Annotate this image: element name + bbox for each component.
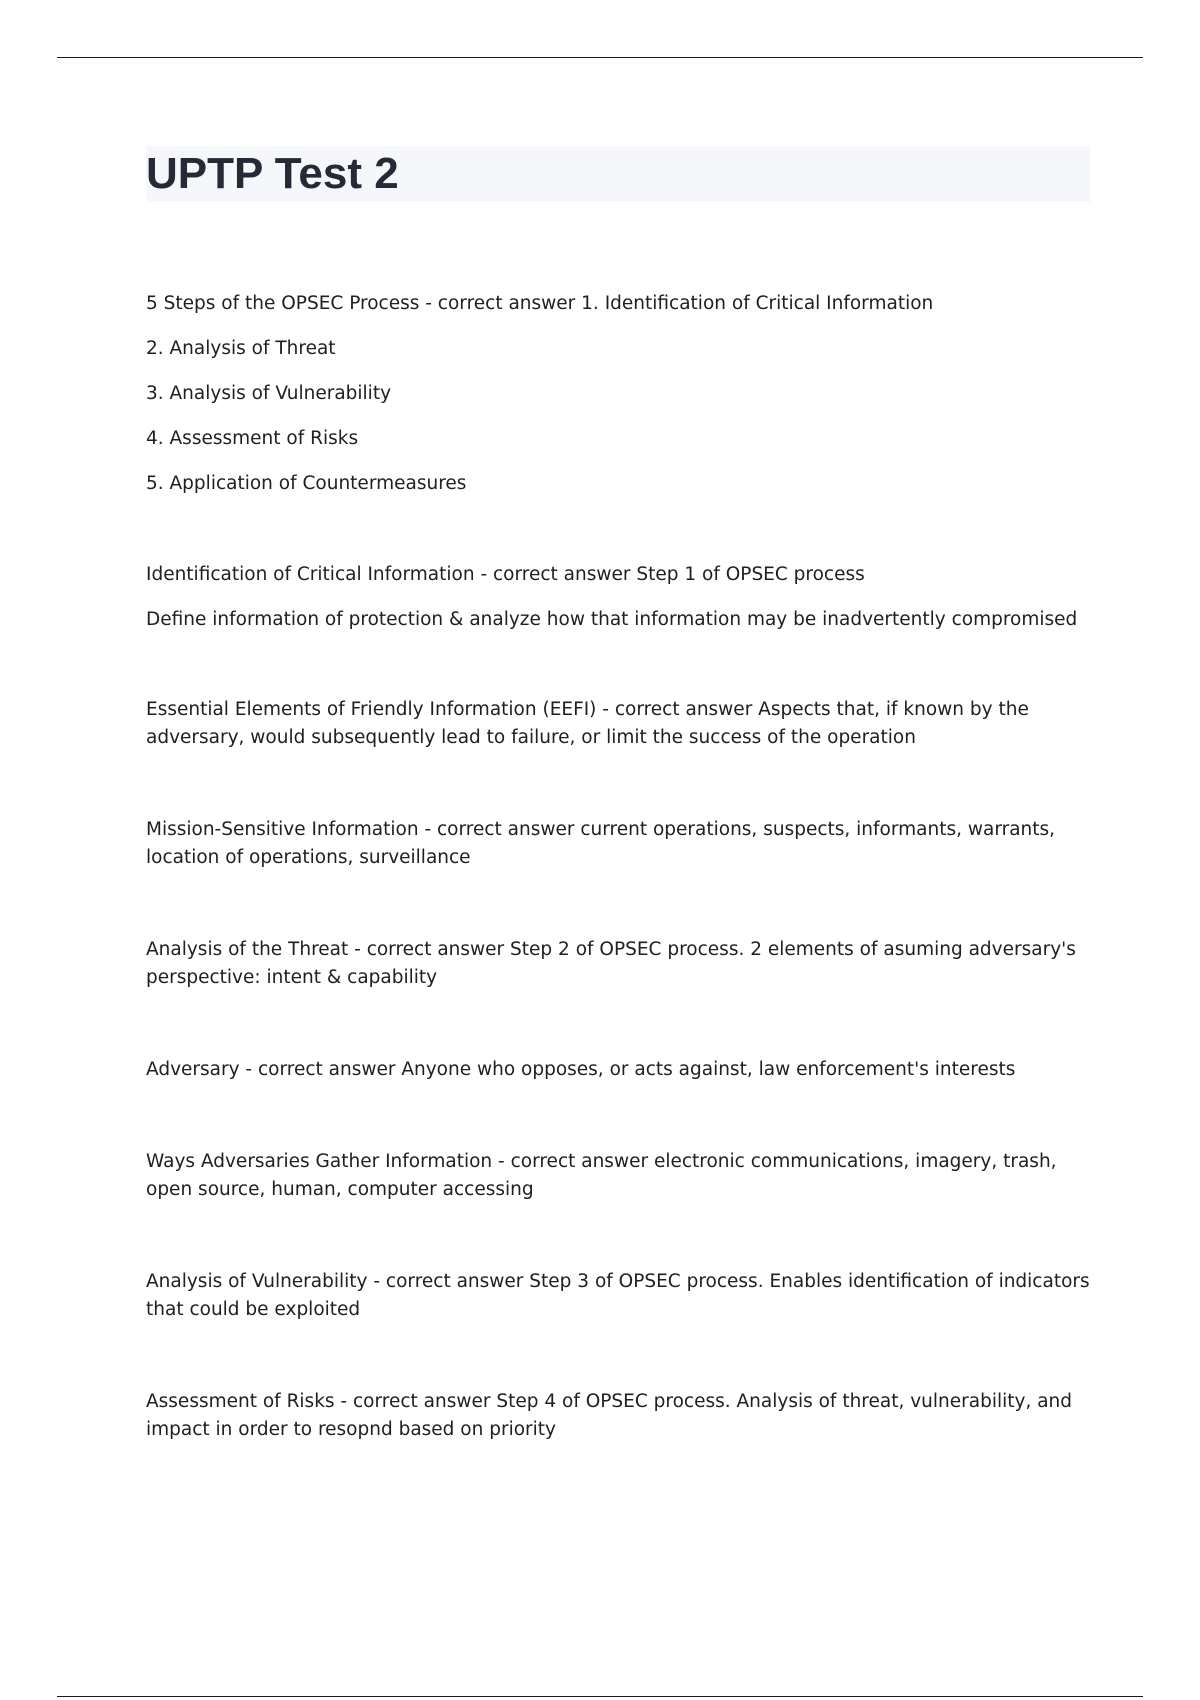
flashcard-entry <box>146 1056 1090 1084</box>
entry-line: Define information of protection & analyze how that information may be inadvertently compromised <box>146 609 1078 630</box>
entry-line: 5. Application of Countermeasures <box>146 473 467 494</box>
entry-text: Adversary - correct answer Anyone who opposes, or acts against, law enforcement's interests <box>146 1059 1016 1080</box>
opsec-steps-entry <box>146 290 1090 515</box>
entry-line: Identification of Critical Information - correct answer Step 1 of OPSEC process <box>146 564 865 585</box>
entry-line: 3. Analysis of Vulnerability <box>146 383 392 404</box>
entry-text: Assessment of Risks - correct answer Step 4 of OPSEC process. Analysis of threat, vulnerability, and impact in order to resopnd based on priority <box>146 1391 1073 1440</box>
entry-line: 2. Analysis of Threat <box>146 338 336 359</box>
entry-text: Analysis of Vulnerability - correct answer Step 3 of OPSEC process. Enables identification of indicators that could be exploited <box>146 1271 1090 1320</box>
footer-rule <box>57 1696 1143 1697</box>
entry-line: 5 Steps of the OPSEC Process - correct answer 1. Identification of Critical Information <box>146 293 934 314</box>
entry-text: Ways Adversaries Gather Information - correct answer electronic communications, imagery, trash, open source, human, computer accessing <box>146 1151 1057 1200</box>
flashcard-entry <box>146 1268 1090 1324</box>
spacer <box>146 752 1090 816</box>
flashcard-entry <box>146 1148 1090 1204</box>
document-body <box>146 290 1090 1444</box>
spacer <box>146 872 1090 936</box>
spacer <box>146 515 1090 561</box>
entry-text: Analysis of the Threat - correct answer Step 2 of OPSEC process. 2 elements of asuming adversary's perspective: intent & capability <box>146 939 1076 988</box>
spacer <box>146 1204 1090 1268</box>
spacer <box>146 1324 1090 1388</box>
identification-entry <box>146 561 1090 651</box>
entry-line: 4. Assessment of Risks <box>146 428 359 449</box>
header-rule <box>57 57 1143 58</box>
flashcard-entry <box>146 696 1090 752</box>
spacer <box>146 992 1090 1056</box>
entry-text: Mission-Sensitive Information - correct answer current operations, suspects, informants, warrants, location of operations, surveillance <box>146 819 1056 868</box>
flashcard-entry <box>146 816 1090 872</box>
entry-text: Essential Elements of Friendly Information (EEFI) - correct answer Aspects that, if known by the adversary, would subsequently lead to failure, or limit the success of the operation <box>146 699 1029 748</box>
spacer <box>146 651 1090 696</box>
document-title: UPTP Test 2 <box>146 149 399 198</box>
flashcard-entry <box>146 936 1090 992</box>
flashcard-entry <box>146 1388 1090 1444</box>
spacer <box>146 1084 1090 1148</box>
